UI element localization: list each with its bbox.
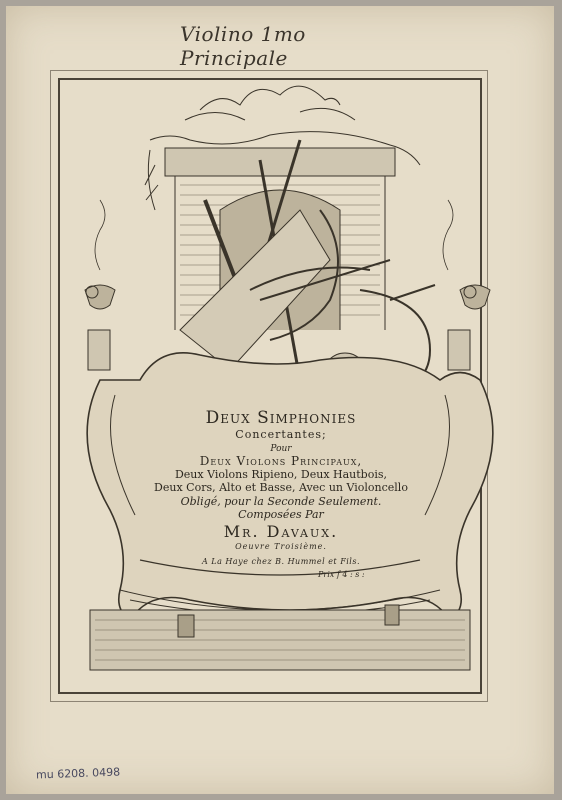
instrumentation-line-2: Deux Violons Ripieno, Deux Hautbois, (174, 468, 388, 481)
composer-name: Mr. Davaux. (223, 522, 339, 541)
price-line: Prix f 4 : s : (318, 570, 365, 579)
title-line: Deux Simphonies (205, 408, 357, 428)
manuscript-title: Violino 1mo Principale (180, 22, 306, 70)
inventory-number: mu 6208. 0498 (35, 765, 121, 782)
opus-line: Oeuvre Troisième. (235, 542, 327, 551)
instrumentation-line-1: Deux Violons Principaux, (199, 454, 363, 468)
pour-line: Pour (270, 444, 292, 454)
subtitle-line: Concertantes; (235, 428, 327, 441)
instrumentation-line-3: Deux Cors, Alto et Basse, Avec un Violoncello (154, 481, 408, 494)
instrumentation-line-4: Obligé, pour la Seconde Seulement. (180, 495, 382, 508)
composed-by-line: Composées Par (238, 508, 324, 521)
publisher-line: A La Haye chez B. Hummel et Fils. (201, 557, 361, 566)
